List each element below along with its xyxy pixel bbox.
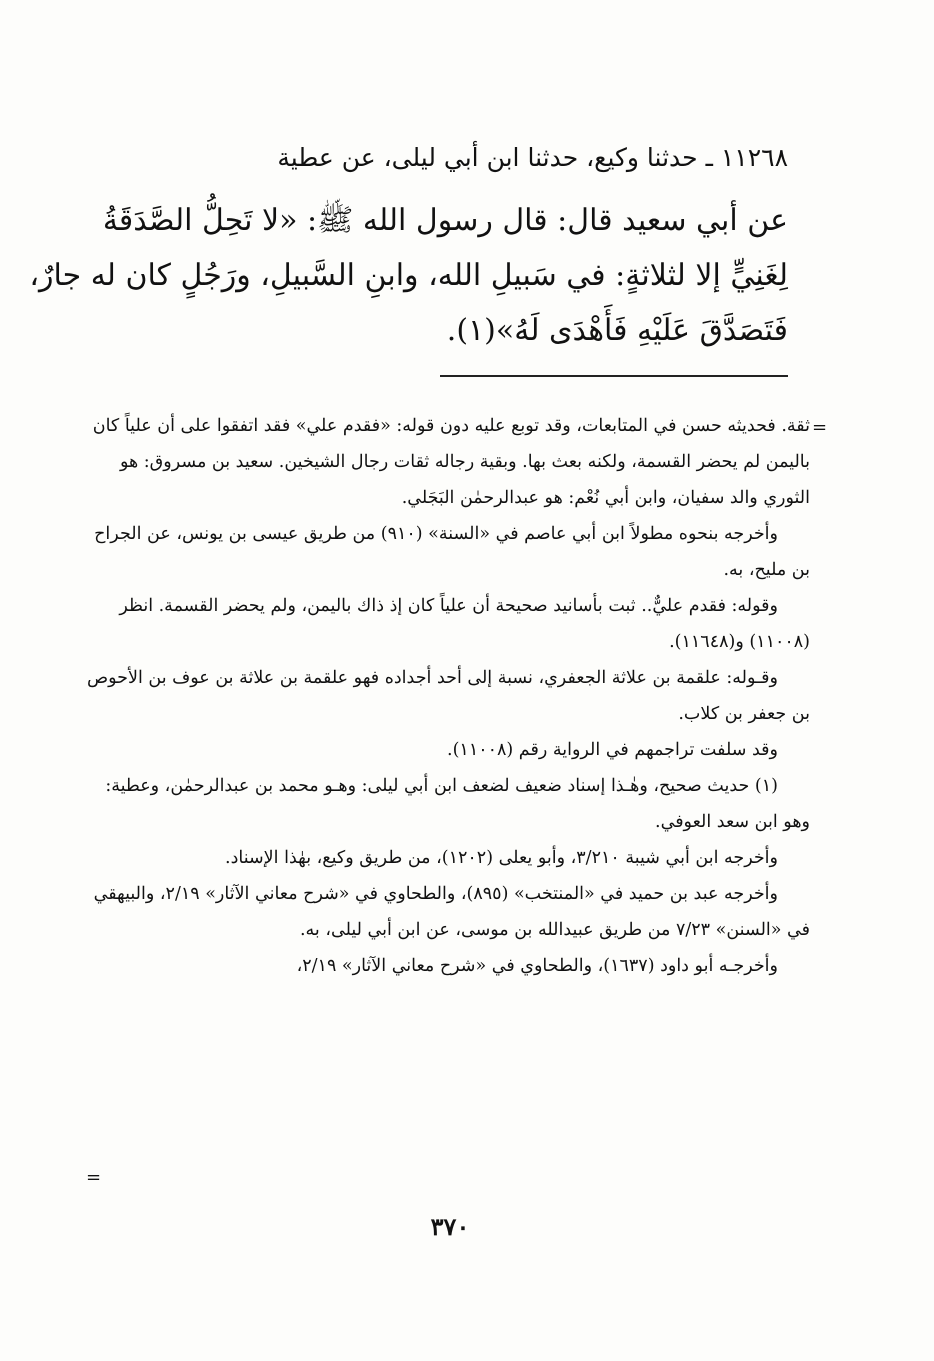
hadith-line: فَتَصَدَّقَ عَلَيْهِ فَأَهْدَى لَهُ»(١). [446,313,788,348]
footnote-paragraph: وقوله: فقدم عليٌّ.. ثبت بأسانيد صحيحة أن علياً كان إذ ذاك باليمن، ولم يحضر القسمة. انظر (١١٠٠٨) و(١١٦٤٨). [119,596,810,652]
footnote-paragraph: وأخرجه ابن أبي شيبة ٣/٢١٠، وأبو يعلى (١٢٠٢)، من طريق وكيع، بهٰذا الإسناد. [225,848,778,868]
page-number: ٣٧٠ [430,1212,470,1241]
hadith-line: لِغَنِيٍّ إلا لثلاثةٍ: في سَبيلِ الله، وابنِ السَّبيلِ، ورَجُلٍ كان له جارٌ، [29,258,788,293]
footnote-paragraph: وأخرجه عبد بن حميد في «المنتخب» (٨٩٥)، والطحاوي في «شرح معاني الآثار» ٢/١٩، والبيهقي في «السنن» ٧/٢٣ من طريق عبيدالله بن موسى، عن ابن أبي ليلى، به. [93,884,810,940]
footnotes [80,408,810,984]
footnote-paragraph: وقـوله: علقمة بن علاثة الجعفري، نسبة إلى أحد أجداده فهو علقمة بن علاثة بن عوف بن الأحوص بن جعفر بن كلاب. [86,668,810,724]
footnote-paragraph: وأخرجـه أبو داود (١٦٣٧)، والطحاوي في «شرح معاني الآثار» ٢/١٩، [296,956,778,976]
hadith-heading: ١١٢٦٨ ـ حدثنا وكيع، حدثنا ابن أبي ليلى، عن عطية [277,143,788,172]
continuation-mark-end: = [86,1167,102,1188]
footnote-paragraph: ثقة. فحديثه حسن في المتابعات، وقد توبع عليه دون قوله: «فقدم علي» فقد اتفقوا على أن علياً كان باليمن لم يحضر القسمة، ولكنه بعث بها. وبقية رجاله ثقات رجال الشيخين. سعيد بن مسروق: هو الثوري والد سفيان، وابن أبي نُعْم: هو عبدالرحمٰن البَجَلي. [92,416,810,508]
continuation-mark: = [812,417,828,438]
footnote-paragraph: (١) حديث صحيح، وهٰـذا إسناد ضعيف لضعف ابن أبي ليلى: وهـو محمد بن عبدالرحمٰن، وعطية: وهو ابن سعد العوفي. [105,776,810,832]
hadith-line: عن أبي سعيد قال: قال رسول الله ﷺ: «لا تَحِلُّ الصَّدَقَةُ [102,203,788,238]
footnote-separator [440,375,788,377]
footnote-paragraph: وأخرجه بنحوه مطولاً ابن أبي عاصم في «السنة» (٩١٠) من طريق عيسى بن يونس، عن الجراح بن مليح، به. [94,524,810,580]
hadith-text [29,193,788,358]
footnote-paragraph: وقد سلفت تراجمهم في الرواية رقم (١١٠٠٨). [447,740,778,760]
